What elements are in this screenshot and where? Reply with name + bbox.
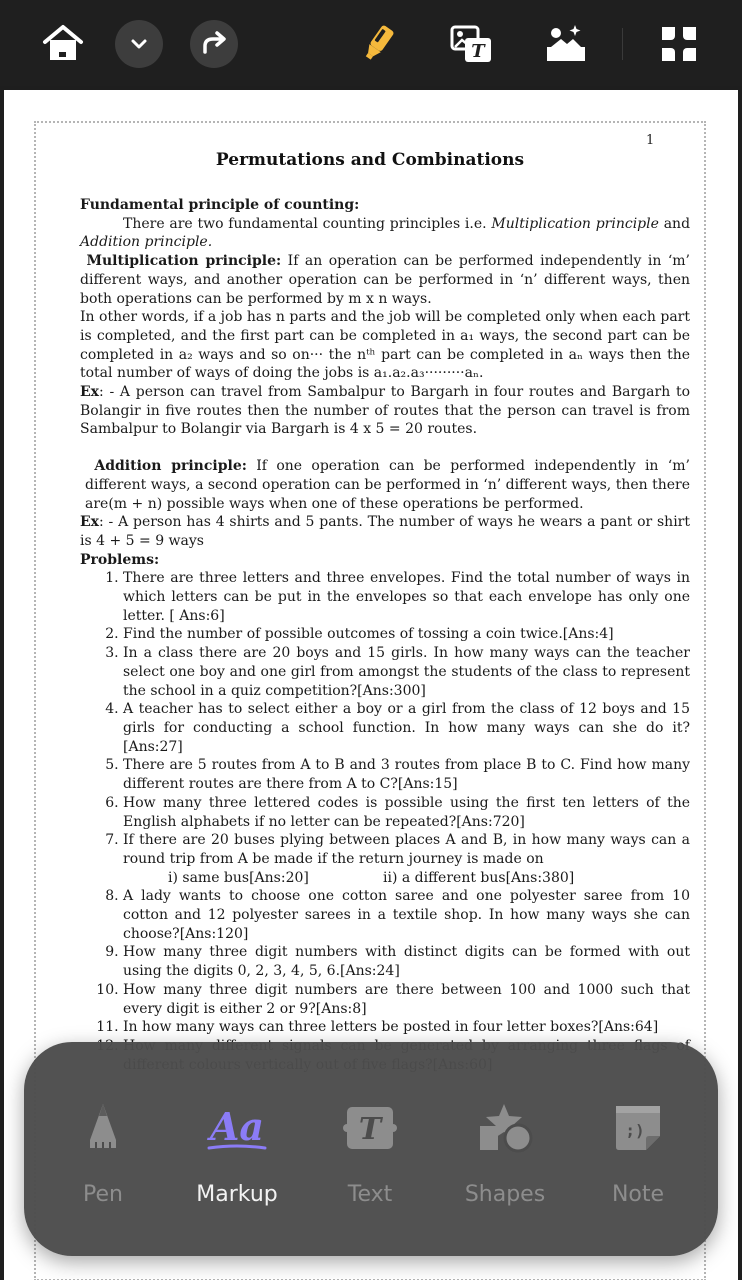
list-item: 6. How many three lettered codes is possible using the first ten letters of the English alphabets if no letter can be repeated?[Ans:720]: [123, 794, 690, 831]
list-item: 8. A lady wants to choose one cotton saree and one polyester saree from 10 cotton and 12 polyester sarees in a textile shop. In how many ways she can choose?[Ans:120]: [123, 887, 690, 943]
tool-text[interactable]: [310, 1100, 430, 1230]
tool-markup[interactable]: [177, 1100, 297, 1230]
addition-paragraph: Addition principle: If one operation can be performed independently in ‘m’ different ways, a second operation can be performed in ‘n’ different ways, then there are(m + n) possible ways when one of these operations be performed.: [85, 458, 690, 512]
list-item: 11. In how many ways can three letters be posted in four letter boxes?[Ans:64]: [123, 1018, 690, 1037]
highlighter-icon: [356, 22, 400, 66]
svg-text:T: T: [471, 41, 485, 62]
fundamental-heading: Fundamental principle of counting:: [80, 197, 360, 213]
svg-text:;): ;): [625, 1121, 645, 1140]
sub-answers: i) same bus[Ans:20] ii) a different bus[Ans:380]: [168, 869, 575, 886]
note-icon: [613, 1104, 663, 1152]
list-item: 7. If there are 20 buses plying between places A and B, in how many ways can a round trip from A be made if the return journey is made on i) same bus[Ans:20] ii) a different bus[Ans:380]: [123, 831, 690, 887]
list-item: 1. There are three letters and three envelopes. Find the total number of ways in which letters can be put in the envelopes so that each envelope has only one letter. [ Ans:6]: [123, 569, 690, 625]
example-1: Ex: - A person can travel from Sambalpur to Bargarh in four routes and Bargarh to Bolangir in five routes then the number of routes that the person can travel is from Sambalpur to Bolangir via Bargarh is 4 x 5 = 20 routes.: [80, 384, 690, 438]
tool-shapes[interactable]: [445, 1100, 565, 1230]
redo-button[interactable]: [190, 20, 238, 68]
grid-icon: [658, 23, 700, 65]
toolbar-divider: [622, 28, 623, 60]
document-title: Permutations and Combinations: [215, 150, 525, 170]
apps-button[interactable]: [655, 20, 703, 68]
problems-heading: Problems:: [80, 551, 160, 568]
redo-icon: [199, 29, 229, 59]
home-icon: [41, 22, 85, 66]
tool-label: Shapes: [464, 1182, 546, 1207]
markup-tools-panel: [24, 1042, 718, 1256]
list-item: 10. How many three digit numbers are there between 100 and 1000 such that every digit is either 2 or 9?[Ans:8]: [123, 981, 690, 1018]
tool-label: Text: [347, 1182, 393, 1207]
tool-note[interactable]: [578, 1100, 698, 1230]
svg-text:Aa: Aa: [209, 1104, 265, 1149]
problems-list: [80, 569, 690, 1074]
tool-pen[interactable]: [43, 1100, 163, 1230]
tool-label: Markup: [196, 1182, 278, 1207]
list-item: 2. Find the number of possible outcomes of tossing a coin twice.[Ans:4]: [123, 625, 690, 644]
top-toolbar: [0, 0, 742, 86]
svg-text:T: T: [358, 1112, 382, 1147]
document-body: [80, 196, 690, 1074]
page-number: 1: [646, 133, 655, 148]
list-item: 5. There are 5 routes from A to B and 3 routes from place B to C. Find how many different routes are there from A to C?[Ans:15]: [123, 756, 690, 793]
text-box-icon: [341, 1105, 399, 1151]
add-image-button[interactable]: [542, 20, 590, 68]
tool-label: Pen: [83, 1182, 123, 1207]
multiplication-paragraph: Multiplication principle: If an operation can be performed independently in ‘m’ different ways, and another operation can be performed in ‘n’ different ways, then both operations can be performed by m x n ways.: [80, 253, 691, 307]
image-text-button[interactable]: [447, 20, 495, 68]
home-button[interactable]: [39, 20, 87, 68]
list-item: 4. A teacher has to select either a boy or a girl from the class of 12 boys and 15 girls for conducting a school function. In how many ways can she do it?[Ans:27]: [123, 700, 690, 756]
example-2: Ex: - A person has 4 shirts and 5 pants. The number of ways he wears a pant or shirt is 4 + 5 = 9 ways: [80, 514, 690, 549]
list-item: 3. In a class there are 20 boys and 15 girls. In how many ways can the teacher select one boy and one girl from amongst the students of the class to represent the school in a quiz competition?[Ans:300]: [123, 644, 690, 700]
shapes-icon: [476, 1102, 534, 1154]
add-image-icon: [543, 21, 589, 67]
image-text-icon: [448, 21, 494, 67]
intro-paragraph: There are two fundamental counting principles i.e. Multiplication principle and Addition principle.: [80, 215, 691, 251]
tool-label: Note: [611, 1182, 665, 1207]
chevron-down-icon: [128, 33, 150, 55]
other-words-paragraph: In other words, if a job has n parts and the job will be completed only when each part is completed, and the first part can be completed in a₁ ways, the second part can be completed in a₂ ways and so on··· the nᵗʰ part can be completed in aₙ ways then the total number of ways of doing the jobs is a₁.a₂.a₃·········aₙ.: [80, 309, 690, 382]
pen-icon: [86, 1102, 120, 1154]
list-item: 9. How many three digit numbers with distinct digits can be formed with out using the digits 0, 2, 3, 4, 5, 6.[Ans:24]: [123, 943, 690, 980]
highlighter-button[interactable]: [354, 20, 402, 68]
markup-aa-icon: [205, 1102, 269, 1154]
dropdown-button[interactable]: [115, 20, 163, 68]
